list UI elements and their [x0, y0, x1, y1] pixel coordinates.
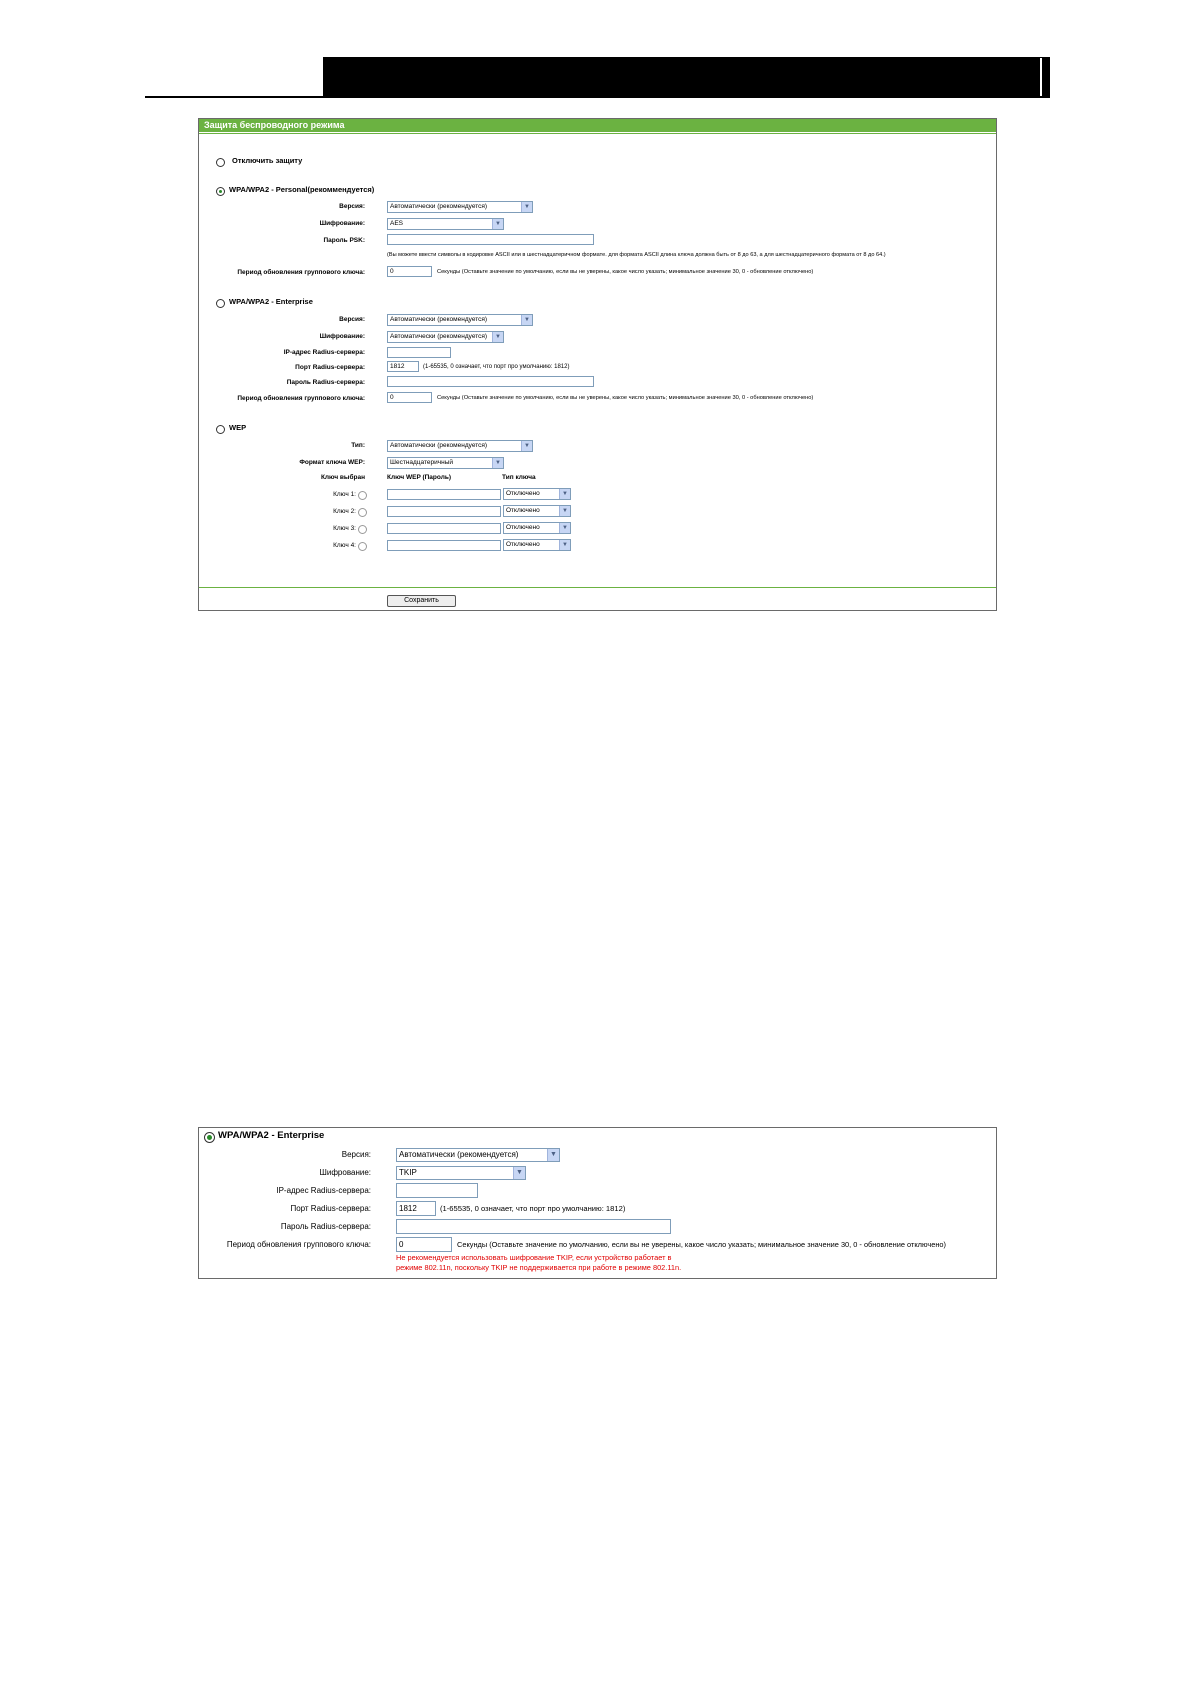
- radius-password-input[interactable]: [396, 1219, 671, 1234]
- enterprise-tkip-panel: [198, 1127, 997, 1279]
- wireless-security-panel: [198, 118, 997, 611]
- enterprise-version-select[interactable]: Автоматически (рекомендуется) ▼: [387, 314, 533, 326]
- wep-key-label: Ключ 2:: [333, 508, 356, 515]
- wep-key-label: Ключ 4:: [333, 542, 356, 549]
- chevron-down-icon: ▼: [492, 458, 503, 468]
- radius-ip-input[interactable]: [387, 347, 451, 358]
- group-key-hint: Секунды (Оставьте значение по умолчанию, если вы не уверены, какое число указать; минимальное значение 30, 0 - обновление отключено): [457, 1240, 946, 1249]
- wep-format-select[interactable]: Шестнадцатеричный ▼: [387, 457, 504, 469]
- enterprise-heading: WPA/WPA2 - Enterprise: [218, 1130, 325, 1141]
- wep-key-label: Ключ 3:: [333, 525, 356, 532]
- group-key-label: Период обновления группового ключа:: [226, 1240, 371, 1249]
- wep-key-radio[interactable]: [358, 542, 367, 551]
- radius-password-label: Пароль Radius-сервера:: [280, 1222, 371, 1231]
- personal-version-label: Версия:: [339, 203, 365, 210]
- enterprise-group-key-input[interactable]: 0: [387, 392, 432, 403]
- radius-ip-label: IP-адрес Radius-сервера:: [283, 349, 365, 356]
- title-divider: [199, 133, 996, 134]
- header-bar: [323, 57, 1050, 98]
- psk-label: Пароль PSK:: [323, 237, 365, 244]
- radius-port-label: Порт Radius-сервера:: [295, 364, 365, 371]
- panel-title: Защита беспроводного режима: [199, 119, 996, 132]
- footer-divider: [199, 587, 996, 588]
- radius-password-input[interactable]: [387, 376, 594, 387]
- chevron-down-icon: ▼: [559, 489, 570, 499]
- version-select[interactable]: Автоматически (рекомендуется) ▼: [396, 1148, 560, 1162]
- chevron-down-icon: ▼: [559, 523, 570, 533]
- radius-password-label: Пароль Radius-сервера:: [286, 379, 365, 386]
- wep-format-label: Формат ключа WEP:: [299, 459, 365, 466]
- radius-port-input[interactable]: 1812: [387, 361, 419, 372]
- chevron-down-icon: ▼: [521, 315, 532, 325]
- version-label: Версия:: [341, 1150, 371, 1159]
- wep-key-label: Ключ 1:: [333, 491, 356, 498]
- enterprise-group-key-hint: Секунды (Оставьте значение по умолчанию, если вы не уверены, какое число указать; минимальное значение 30, 0 - обновление отключено): [437, 395, 814, 401]
- wep-key-radio[interactable]: [358, 525, 367, 534]
- save-button[interactable]: Сохранить: [387, 595, 456, 607]
- wep-key-type-select[interactable]: Отключено ▼: [503, 505, 571, 517]
- chevron-down-icon: ▼: [559, 506, 570, 516]
- wep-col-key: Ключ WEP (Пароль): [387, 474, 451, 481]
- psk-hint: (Вы можете ввести символы в кодировке ASCII или в шестнадцатеричном формате. для формата ASCII длина ключа должна быть от 8 до 63, а для шестнадцатеричного формата от 8 до 64.): [387, 252, 886, 258]
- encryption-label: Шифрование:: [319, 1168, 371, 1177]
- radius-port-input[interactable]: 1812: [396, 1201, 436, 1216]
- chevron-down-icon: ▼: [492, 219, 503, 229]
- header-rule: [145, 96, 1050, 98]
- chevron-down-icon: ▼: [513, 1167, 525, 1179]
- chevron-down-icon: ▼: [547, 1149, 559, 1161]
- disable-security-label: Отключить защиту: [232, 156, 303, 165]
- chevron-down-icon: ▼: [521, 202, 532, 212]
- personal-group-key-hint: Секунды (Оставьте значение по умолчанию, если вы не уверены, какое число указать; минимальное значение 30, 0 - обновление отключено): [437, 269, 814, 275]
- radius-ip-label: IP-адрес Radius-сервера:: [276, 1186, 371, 1195]
- personal-group-key-label: Период обновления группового ключа:: [237, 269, 365, 276]
- header-divider: [1040, 58, 1042, 96]
- wep-type-label: Тип:: [351, 442, 365, 449]
- wep-key-radio[interactable]: [358, 491, 367, 500]
- disable-security-radio[interactable]: [216, 158, 225, 167]
- chevron-down-icon: ▼: [559, 540, 570, 550]
- wep-col-type: Тип ключа: [502, 474, 536, 481]
- encryption-select[interactable]: TKIP ▼: [396, 1166, 526, 1180]
- chevron-down-icon: ▼: [521, 441, 532, 451]
- wep-radio[interactable]: [216, 425, 225, 434]
- personal-version-select[interactable]: Автоматически (рекомендуется) ▼: [387, 201, 533, 213]
- enterprise-group-key-label: Период обновления группового ключа:: [237, 395, 365, 402]
- wep-key-input[interactable]: [387, 540, 501, 551]
- personal-encryption-select[interactable]: AES ▼: [387, 218, 504, 230]
- wep-key-type-select[interactable]: Отключено ▼: [503, 522, 571, 534]
- chevron-down-icon: ▼: [492, 332, 503, 342]
- wep-key-type-select[interactable]: Отключено ▼: [503, 539, 571, 551]
- wpa-enterprise-heading: WPA/WPA2 - Enterprise: [229, 297, 313, 306]
- psk-input[interactable]: [387, 234, 594, 245]
- radius-port-hint: (1-65535, 0 означает, что порт про умолчанию: 1812): [440, 1204, 626, 1213]
- enterprise-encryption-label: Шифрование:: [319, 333, 365, 340]
- wpa-enterprise-radio[interactable]: [216, 299, 225, 308]
- wep-col-selected: Ключ выбран: [320, 474, 365, 481]
- radius-port-hint: (1-65535, 0 означает, что порт про умолчанию: 1812): [423, 364, 570, 370]
- tkip-warning-line2: режиме 802.11n, поскольку TKIP не поддерживается при работе в режиме 802.11n.: [396, 1263, 682, 1272]
- radius-port-label: Порт Radius-сервера:: [290, 1204, 371, 1213]
- wep-key-input[interactable]: [387, 489, 501, 500]
- tkip-warning-line1: Не рекомендуется использовать шифрование TKIP, если устройство работает в: [396, 1253, 672, 1262]
- wep-heading: WEP: [229, 423, 247, 432]
- wpa-enterprise-radio[interactable]: [204, 1132, 215, 1143]
- wep-key-input[interactable]: [387, 506, 501, 517]
- group-key-input[interactable]: 0: [396, 1237, 452, 1252]
- wep-key-input[interactable]: [387, 523, 501, 534]
- personal-encryption-label: Шифрование:: [319, 220, 365, 227]
- wep-type-select[interactable]: Автоматически (рекомендуется) ▼: [387, 440, 533, 452]
- wpa-personal-heading: WPA/WPA2 - Personal(рекоммендуется): [229, 185, 375, 194]
- personal-group-key-input[interactable]: 0: [387, 266, 432, 277]
- wep-key-radio[interactable]: [358, 508, 367, 517]
- enterprise-encryption-select[interactable]: Автоматически (рекомендуется) ▼: [387, 331, 504, 343]
- enterprise-version-label: Версия:: [339, 316, 365, 323]
- wep-key-type-select[interactable]: Отключено ▼: [503, 488, 571, 500]
- wpa-personal-radio[interactable]: [216, 187, 225, 196]
- radius-ip-input[interactable]: [396, 1183, 478, 1198]
